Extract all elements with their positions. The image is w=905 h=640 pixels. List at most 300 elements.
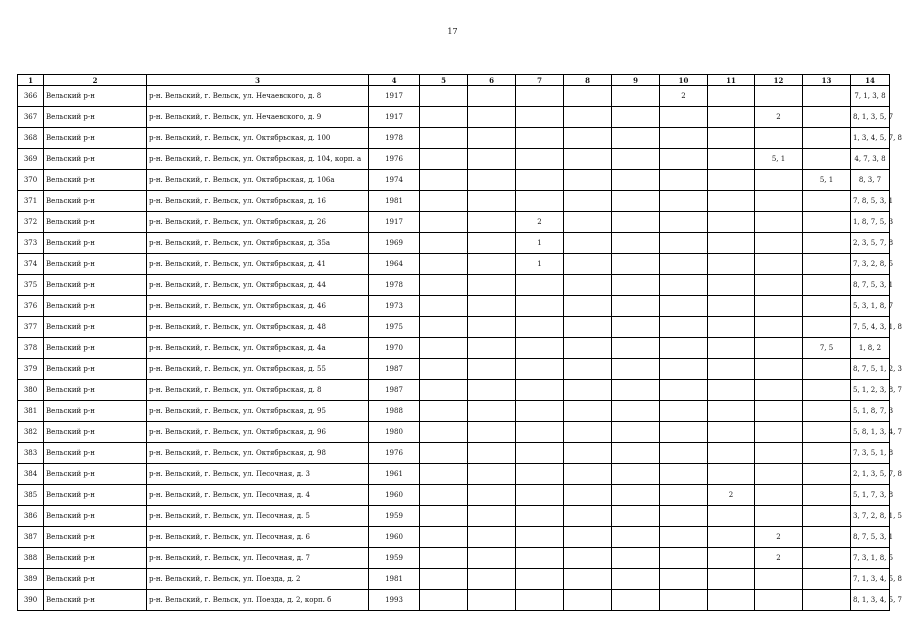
col13-cell <box>803 212 851 233</box>
col8-cell <box>564 317 612 338</box>
col10-cell <box>660 464 708 485</box>
district-cell: Вельский р-н <box>44 128 147 149</box>
col14-cell: 3, 7, 2, 8, 1, 5 <box>851 506 890 527</box>
col8-cell <box>564 569 612 590</box>
col13-cell <box>803 401 851 422</box>
table-row <box>18 380 890 401</box>
col13-cell <box>803 149 851 170</box>
col5-cell <box>420 422 468 443</box>
row-number: 375 <box>18 275 44 296</box>
col5-cell <box>420 464 468 485</box>
col12-cell <box>755 275 803 296</box>
col14-cell: 5, 1, 7, 3, 8 <box>851 485 890 506</box>
col6-cell <box>468 401 516 422</box>
col11-cell <box>708 191 755 212</box>
col8-cell <box>564 485 612 506</box>
col7-cell <box>516 128 564 149</box>
col14-cell: 7, 3, 1, 8, 5 <box>851 548 890 569</box>
col13-cell <box>803 191 851 212</box>
table-row <box>18 590 890 611</box>
col13-cell: 7, 5 <box>803 338 851 359</box>
row-number: 380 <box>18 380 44 401</box>
row-number: 367 <box>18 107 44 128</box>
col13-cell <box>803 464 851 485</box>
col13-cell <box>803 569 851 590</box>
col6-cell <box>468 464 516 485</box>
address-cell: р-н. Вельский, г. Вельск, ул. Октябрьская, д. 8 <box>147 380 369 401</box>
table-row <box>18 254 890 275</box>
table-row <box>18 170 890 191</box>
col7-cell <box>516 548 564 569</box>
col11-cell <box>708 233 755 254</box>
col9-cell <box>612 485 660 506</box>
row-number: 370 <box>18 170 44 191</box>
column-header-7: 7 <box>516 75 564 86</box>
col10-cell <box>660 338 708 359</box>
col5-cell <box>420 275 468 296</box>
col11-cell <box>708 359 755 380</box>
col10-cell <box>660 128 708 149</box>
address-cell: р-н. Вельский, г. Вельск, ул. Октябрьская, д. 95 <box>147 401 369 422</box>
row-number: 366 <box>18 86 44 107</box>
col6-cell <box>468 443 516 464</box>
year-cell: 1976 <box>369 443 420 464</box>
col12-cell <box>755 170 803 191</box>
row-number: 389 <box>18 569 44 590</box>
col14-cell: 5, 1, 8, 7, 3 <box>851 401 890 422</box>
col7-cell <box>516 317 564 338</box>
col12-cell: 2 <box>755 527 803 548</box>
col5-cell <box>420 485 468 506</box>
year-cell: 1973 <box>369 296 420 317</box>
col5-cell <box>420 506 468 527</box>
table-row <box>18 275 890 296</box>
row-number: 378 <box>18 338 44 359</box>
col5-cell <box>420 380 468 401</box>
col13-cell <box>803 506 851 527</box>
col7-cell <box>516 422 564 443</box>
col5-cell <box>420 338 468 359</box>
col12-cell: 2 <box>755 107 803 128</box>
column-header-10: 10 <box>660 75 708 86</box>
table-row <box>18 296 890 317</box>
col10-cell <box>660 485 708 506</box>
col12-cell <box>755 506 803 527</box>
address-cell: р-н. Вельский, г. Вельск, ул. Октябрьская, д. 46 <box>147 296 369 317</box>
col14-cell: 5, 3, 1, 8, 7 <box>851 296 890 317</box>
district-cell: Вельский р-н <box>44 212 147 233</box>
col14-cell: 1, 8, 7, 5, 3 <box>851 212 890 233</box>
col5-cell <box>420 107 468 128</box>
district-cell: Вельский р-н <box>44 317 147 338</box>
col7-cell <box>516 590 564 611</box>
col10-cell <box>660 275 708 296</box>
col11-cell <box>708 464 755 485</box>
col9-cell <box>612 233 660 254</box>
col10-cell <box>660 191 708 212</box>
col10-cell <box>660 233 708 254</box>
table-row <box>18 86 890 107</box>
col6-cell <box>468 233 516 254</box>
col9-cell <box>612 359 660 380</box>
col8-cell <box>564 338 612 359</box>
col13-cell <box>803 485 851 506</box>
col11-cell <box>708 254 755 275</box>
district-cell: Вельский р-н <box>44 569 147 590</box>
col10-cell <box>660 296 708 317</box>
col11-cell <box>708 338 755 359</box>
col14-cell: 2, 3, 5, 7, 8 <box>851 233 890 254</box>
table-row <box>18 548 890 569</box>
year-cell: 1974 <box>369 170 420 191</box>
col6-cell <box>468 569 516 590</box>
col14-cell: 7, 8, 5, 3, 1 <box>851 191 890 212</box>
address-cell: р-н. Вельский, г. Вельск, ул. Октябрьская, д. 106а <box>147 170 369 191</box>
col6-cell <box>468 485 516 506</box>
col12-cell <box>755 254 803 275</box>
col13-cell <box>803 548 851 569</box>
row-number: 383 <box>18 443 44 464</box>
col10-cell <box>660 548 708 569</box>
year-cell: 1917 <box>369 86 420 107</box>
table-row <box>18 401 890 422</box>
col9-cell <box>612 569 660 590</box>
column-header-4: 4 <box>369 75 420 86</box>
col10-cell <box>660 590 708 611</box>
col12-cell <box>755 128 803 149</box>
col5-cell <box>420 548 468 569</box>
table-row <box>18 359 890 380</box>
year-cell: 1960 <box>369 485 420 506</box>
year-cell: 1976 <box>369 149 420 170</box>
col7-cell: 2 <box>516 212 564 233</box>
col10-cell <box>660 107 708 128</box>
col8-cell <box>564 128 612 149</box>
address-cell: р-н. Вельский, г. Вельск, ул. Песочная, д. 4 <box>147 485 369 506</box>
address-cell: р-н. Вельский, г. Вельск, ул. Октябрьская, д. 26 <box>147 212 369 233</box>
col8-cell <box>564 233 612 254</box>
col5-cell <box>420 254 468 275</box>
col11-cell <box>708 107 755 128</box>
col12-cell <box>755 380 803 401</box>
year-cell: 1964 <box>369 254 420 275</box>
column-header-12: 12 <box>755 75 803 86</box>
col12-cell: 2 <box>755 548 803 569</box>
col10-cell <box>660 443 708 464</box>
col10-cell: 2 <box>660 86 708 107</box>
col6-cell <box>468 86 516 107</box>
col14-cell: 8, 3, 7 <box>851 170 890 191</box>
col10-cell <box>660 527 708 548</box>
district-cell: Вельский р-н <box>44 149 147 170</box>
row-number: 371 <box>18 191 44 212</box>
col6-cell <box>468 275 516 296</box>
table-row <box>18 149 890 170</box>
col10-cell <box>660 359 708 380</box>
district-cell: Вельский р-н <box>44 527 147 548</box>
col8-cell <box>564 275 612 296</box>
col13-cell <box>803 380 851 401</box>
col6-cell <box>468 107 516 128</box>
col5-cell <box>420 212 468 233</box>
district-cell: Вельский р-н <box>44 422 147 443</box>
column-header-1: 1 <box>18 75 44 86</box>
address-cell: р-н. Вельский, г. Вельск, ул. Поезда, д. 2, корп. б <box>147 590 369 611</box>
col9-cell <box>612 317 660 338</box>
col11-cell: 2 <box>708 485 755 506</box>
table-row <box>18 212 890 233</box>
col6-cell <box>468 359 516 380</box>
col8-cell <box>564 401 612 422</box>
col13-cell <box>803 86 851 107</box>
col9-cell <box>612 464 660 485</box>
col5-cell <box>420 191 468 212</box>
address-cell: р-н. Вельский, г. Вельск, ул. Октябрьская, д. 55 <box>147 359 369 380</box>
col8-cell <box>564 107 612 128</box>
address-cell: р-н. Вельский, г. Вельск, ул. Октябрьская, д. 104, корп. а <box>147 149 369 170</box>
col6-cell <box>468 149 516 170</box>
col14-cell: 8, 1, 3, 5, 7 <box>851 107 890 128</box>
year-cell: 1978 <box>369 275 420 296</box>
col14-cell: 7, 1, 3, 8 <box>851 86 890 107</box>
row-number: 381 <box>18 401 44 422</box>
col13-cell <box>803 317 851 338</box>
row-number: 387 <box>18 527 44 548</box>
address-cell: р-н. Вельский, г. Вельск, ул. Нечаевского, д. 9 <box>147 107 369 128</box>
col8-cell <box>564 464 612 485</box>
col11-cell <box>708 506 755 527</box>
column-header-11: 11 <box>708 75 755 86</box>
col6-cell <box>468 422 516 443</box>
col14-cell: 1, 8, 2 <box>851 338 890 359</box>
address-cell: р-н. Вельский, г. Вельск, ул. Песочная, д. 3 <box>147 464 369 485</box>
col9-cell <box>612 527 660 548</box>
col13-cell <box>803 128 851 149</box>
col12-cell <box>755 191 803 212</box>
district-cell: Вельский р-н <box>44 275 147 296</box>
year-cell: 1981 <box>369 191 420 212</box>
table-row <box>18 338 890 359</box>
col6-cell <box>468 191 516 212</box>
row-number: 369 <box>18 149 44 170</box>
col12-cell <box>755 401 803 422</box>
col11-cell <box>708 296 755 317</box>
address-cell: р-н. Вельский, г. Вельск, ул. Октябрьская, д. 96 <box>147 422 369 443</box>
address-cell: р-н. Вельский, г. Вельск, ул. Поезда, д. 2 <box>147 569 369 590</box>
col12-cell <box>755 317 803 338</box>
column-header-3: 3 <box>147 75 369 86</box>
year-cell: 1970 <box>369 338 420 359</box>
district-cell: Вельский р-н <box>44 590 147 611</box>
col6-cell <box>468 212 516 233</box>
column-header-6: 6 <box>468 75 516 86</box>
year-cell: 1917 <box>369 212 420 233</box>
col6-cell <box>468 338 516 359</box>
district-cell: Вельский р-н <box>44 170 147 191</box>
header-row <box>18 75 890 86</box>
col12-cell <box>755 485 803 506</box>
col13-cell <box>803 422 851 443</box>
col6-cell <box>468 380 516 401</box>
col11-cell <box>708 380 755 401</box>
col8-cell <box>564 212 612 233</box>
year-cell: 1959 <box>369 548 420 569</box>
col12-cell <box>755 86 803 107</box>
row-number: 385 <box>18 485 44 506</box>
col9-cell <box>612 380 660 401</box>
col6-cell <box>468 548 516 569</box>
table-row <box>18 464 890 485</box>
col8-cell <box>564 506 612 527</box>
col6-cell <box>468 317 516 338</box>
col12-cell <box>755 338 803 359</box>
col11-cell <box>708 401 755 422</box>
col7-cell <box>516 380 564 401</box>
col14-cell: 8, 7, 5, 3, 1 <box>851 275 890 296</box>
col8-cell <box>564 380 612 401</box>
col14-cell: 8, 7, 5, 1, 2, 3 <box>851 359 890 380</box>
row-number: 386 <box>18 506 44 527</box>
col13-cell <box>803 527 851 548</box>
column-header-8: 8 <box>564 75 612 86</box>
col5-cell <box>420 296 468 317</box>
col13-cell <box>803 443 851 464</box>
col7-cell <box>516 149 564 170</box>
col14-cell: 7, 5, 4, 3, 1, 8 <box>851 317 890 338</box>
col5-cell <box>420 569 468 590</box>
address-cell: р-н. Вельский, г. Вельск, ул. Октябрьская, д. 35а <box>147 233 369 254</box>
address-cell: р-н. Вельский, г. Вельск, ул. Октябрьская, д. 100 <box>147 128 369 149</box>
register-table <box>17 74 902 611</box>
address-cell: р-н. Вельский, г. Вельск, ул. Нечаевского, д. 8 <box>147 86 369 107</box>
col9-cell <box>612 443 660 464</box>
col9-cell <box>612 506 660 527</box>
col7-cell: 1 <box>516 254 564 275</box>
col8-cell <box>564 548 612 569</box>
col7-cell <box>516 86 564 107</box>
year-cell: 1961 <box>369 464 420 485</box>
col9-cell <box>612 212 660 233</box>
col8-cell <box>564 527 612 548</box>
col6-cell <box>468 590 516 611</box>
col9-cell <box>612 254 660 275</box>
col7-cell <box>516 569 564 590</box>
col6-cell <box>468 128 516 149</box>
col7-cell <box>516 401 564 422</box>
col11-cell <box>708 170 755 191</box>
col10-cell <box>660 422 708 443</box>
col13-cell <box>803 254 851 275</box>
col12-cell <box>755 590 803 611</box>
col14-cell: 7, 1, 3, 4, 5, 8 <box>851 569 890 590</box>
col6-cell <box>468 254 516 275</box>
district-cell: Вельский р-н <box>44 191 147 212</box>
col9-cell <box>612 149 660 170</box>
col10-cell <box>660 254 708 275</box>
col13-cell: 5, 1 <box>803 170 851 191</box>
row-number: 368 <box>18 128 44 149</box>
col9-cell <box>612 86 660 107</box>
table-row <box>18 485 890 506</box>
address-cell: р-н. Вельский, г. Вельск, ул. Октябрьская, д. 16 <box>147 191 369 212</box>
col8-cell <box>564 296 612 317</box>
column-header-5: 5 <box>420 75 468 86</box>
address-cell: р-н. Вельский, г. Вельск, ул. Песочная, д. 6 <box>147 527 369 548</box>
table-row <box>18 107 890 128</box>
row-number: 384 <box>18 464 44 485</box>
col10-cell <box>660 212 708 233</box>
col7-cell <box>516 170 564 191</box>
col12-cell <box>755 212 803 233</box>
table-row <box>18 506 890 527</box>
col13-cell <box>803 107 851 128</box>
district-cell: Вельский р-н <box>44 296 147 317</box>
col11-cell <box>708 590 755 611</box>
col9-cell <box>612 401 660 422</box>
year-cell: 1960 <box>369 527 420 548</box>
col5-cell <box>420 359 468 380</box>
district-cell: Вельский р-н <box>44 359 147 380</box>
col7-cell <box>516 107 564 128</box>
col13-cell <box>803 233 851 254</box>
col14-cell: 8, 1, 3, 4, 5, 7 <box>851 590 890 611</box>
col8-cell <box>564 590 612 611</box>
address-cell: р-н. Вельский, г. Вельск, ул. Октябрьская, д. 48 <box>147 317 369 338</box>
col5-cell <box>420 86 468 107</box>
col10-cell <box>660 317 708 338</box>
column-header-14: 14 <box>851 75 890 86</box>
row-number: 374 <box>18 254 44 275</box>
address-cell: р-н. Вельский, г. Вельск, ул. Песочная, д. 5 <box>147 506 369 527</box>
row-number: 382 <box>18 422 44 443</box>
col12-cell <box>755 422 803 443</box>
col5-cell <box>420 128 468 149</box>
district-cell: Вельский р-н <box>44 107 147 128</box>
table-row <box>18 422 890 443</box>
col9-cell <box>612 128 660 149</box>
col5-cell <box>420 149 468 170</box>
col7-cell <box>516 443 564 464</box>
col5-cell <box>420 401 468 422</box>
col14-cell: 1, 3, 4, 5, 7, 8 <box>851 128 890 149</box>
col8-cell <box>564 443 612 464</box>
col6-cell <box>468 170 516 191</box>
col12-cell <box>755 569 803 590</box>
address-cell: р-н. Вельский, г. Вельск, ул. Октябрьская, д. 44 <box>147 275 369 296</box>
col6-cell <box>468 506 516 527</box>
col12-cell <box>755 296 803 317</box>
col7-cell <box>516 191 564 212</box>
col10-cell <box>660 401 708 422</box>
table-row <box>18 317 890 338</box>
column-header-9: 9 <box>612 75 660 86</box>
year-cell: 1988 <box>369 401 420 422</box>
col7-cell <box>516 296 564 317</box>
table-row <box>18 233 890 254</box>
col10-cell <box>660 170 708 191</box>
table-row <box>18 443 890 464</box>
district-cell: Вельский р-н <box>44 464 147 485</box>
col6-cell <box>468 296 516 317</box>
table-row <box>18 191 890 212</box>
row-number: 388 <box>18 548 44 569</box>
col12-cell <box>755 443 803 464</box>
col11-cell <box>708 275 755 296</box>
col9-cell <box>612 191 660 212</box>
col8-cell <box>564 191 612 212</box>
table-row <box>18 569 890 590</box>
row-number: 372 <box>18 212 44 233</box>
